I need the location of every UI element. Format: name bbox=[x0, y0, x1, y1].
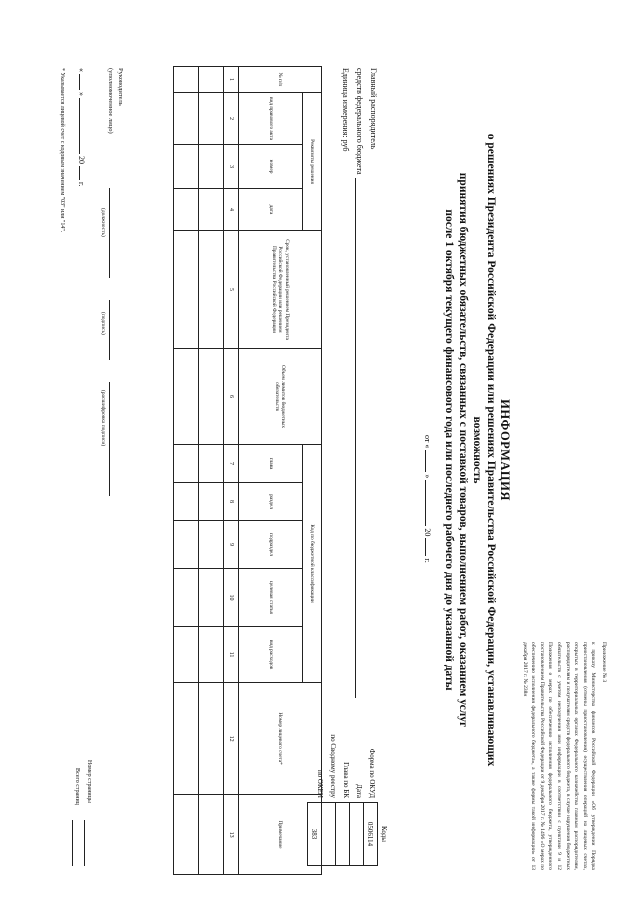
table-cell[interactable] bbox=[199, 93, 224, 145]
signature-date bbox=[77, 68, 88, 186]
table-cell[interactable] bbox=[174, 483, 199, 521]
col-number: 5 bbox=[224, 231, 239, 349]
col-number: 6 bbox=[224, 349, 239, 445]
table-cell[interactable] bbox=[174, 445, 199, 483]
table-cell[interactable] bbox=[174, 627, 199, 683]
name-caption: (расшифровка подписи) bbox=[100, 390, 106, 447]
header-razdel: раздел bbox=[239, 483, 303, 521]
position-caption: (должность) bbox=[100, 208, 106, 237]
header-act-date: дата bbox=[239, 189, 303, 231]
col-number: 4 bbox=[224, 189, 239, 231]
date-year-suffix: г. bbox=[423, 558, 432, 563]
code-bk[interactable] bbox=[336, 803, 350, 866]
table-row bbox=[199, 67, 224, 875]
col-number: 11 bbox=[224, 627, 239, 683]
date-day-field[interactable] bbox=[425, 450, 434, 472]
table-cell[interactable] bbox=[174, 569, 199, 627]
label-okei: по ОКЕИ bbox=[316, 769, 324, 798]
table-cell[interactable] bbox=[174, 189, 199, 231]
title-line-1: о решениях Президента Российской Федерации или решениях Правительства Российской Федерации, устанавливающих возможность bbox=[471, 133, 497, 767]
header-volume: Объем лимитов бюджетных обязательств bbox=[239, 349, 322, 445]
table-cell[interactable] bbox=[174, 349, 199, 445]
code-registry[interactable] bbox=[322, 803, 336, 866]
title-line-2: принятия бюджетных обязательств, связанных с поставкой товаров, выполнением работ, оказанием услуг bbox=[457, 172, 469, 728]
footnote: * Указывается лицевой счет с кодовым значением "03" или "14". bbox=[59, 68, 65, 233]
date-from-label: от « bbox=[423, 435, 432, 449]
header-num: № п/п bbox=[239, 67, 322, 93]
label-registry: по Сводному реестру bbox=[329, 734, 337, 798]
col-number: 12 bbox=[224, 683, 239, 795]
table-cell[interactable] bbox=[199, 67, 224, 93]
sig-date-quote-close: » bbox=[77, 92, 86, 96]
label-unit-of-measure: Единица измерения: руб bbox=[341, 68, 350, 152]
header-note: Примечание bbox=[239, 795, 322, 875]
table-row bbox=[174, 67, 199, 875]
table-cell[interactable] bbox=[174, 145, 199, 189]
sig-date-quote-open: « bbox=[77, 68, 86, 72]
header-act-kind: вид правового акта bbox=[239, 93, 303, 145]
sig-year-field[interactable] bbox=[79, 166, 88, 180]
signature-field[interactable] bbox=[109, 300, 110, 360]
date-quote: » bbox=[423, 474, 432, 479]
table-cell[interactable] bbox=[174, 67, 199, 93]
signature-head-note: (уполномоченное лицо) bbox=[107, 68, 114, 134]
label-date: Дата bbox=[355, 784, 363, 798]
col-number: 9 bbox=[224, 521, 239, 569]
table-cell[interactable] bbox=[174, 521, 199, 569]
label-main-distributor: Главный распорядитель bbox=[369, 68, 378, 150]
date-year-field[interactable] bbox=[425, 538, 434, 556]
header-reqs: Реквизиты решения bbox=[303, 93, 322, 231]
signature-head: Руководитель bbox=[117, 68, 124, 106]
header-account: Номер лицевого счета* bbox=[239, 683, 322, 795]
appendix-note bbox=[520, 642, 608, 870]
table-cell[interactable] bbox=[199, 483, 224, 521]
table-cell[interactable] bbox=[199, 189, 224, 231]
sig-month-field[interactable] bbox=[79, 98, 88, 154]
page-total-field[interactable] bbox=[72, 820, 73, 866]
sig-year-suffix: г. bbox=[77, 182, 86, 187]
sig-year-prefix: 20 bbox=[77, 156, 86, 164]
table-cell[interactable] bbox=[174, 231, 199, 349]
col-number: 3 bbox=[224, 145, 239, 189]
table-cell[interactable] bbox=[174, 683, 199, 795]
table-cell[interactable] bbox=[199, 145, 224, 189]
table-cell[interactable] bbox=[199, 349, 224, 445]
header-vid: вид расходов bbox=[239, 627, 303, 683]
sig-day-field[interactable] bbox=[79, 74, 88, 90]
header-cel: целевая статья bbox=[239, 569, 303, 627]
table-cell[interactable] bbox=[199, 231, 224, 349]
header-glava: глава bbox=[239, 445, 303, 483]
codes-header: Коды bbox=[380, 826, 389, 842]
col-number: 13 bbox=[224, 795, 239, 875]
col-number: 1 bbox=[224, 67, 239, 93]
label-okud: Форма по ОКУД bbox=[368, 748, 376, 798]
table-cell[interactable] bbox=[199, 569, 224, 627]
form-title bbox=[442, 130, 512, 770]
position-field[interactable] bbox=[109, 188, 110, 278]
distributor-name-field[interactable] bbox=[355, 178, 356, 698]
table-cell[interactable] bbox=[174, 795, 199, 875]
header-act-number: номер bbox=[239, 145, 303, 189]
title-line-3: после 1 октября текущего финансового года или последнего рабочего дня до указанной даты bbox=[443, 209, 455, 691]
code-date[interactable] bbox=[350, 803, 364, 866]
table-cell[interactable] bbox=[199, 627, 224, 683]
label-bk: Глава по БК bbox=[342, 762, 350, 798]
table-cell[interactable] bbox=[199, 683, 224, 795]
header-bk: Код по бюджетной классификации bbox=[303, 445, 322, 683]
col-number: 10 bbox=[224, 569, 239, 627]
code-okei[interactable]: 383 bbox=[308, 803, 322, 866]
date-month-field[interactable] bbox=[425, 480, 434, 526]
col-number: 8 bbox=[224, 483, 239, 521]
date-line bbox=[423, 435, 434, 563]
date-year-prefix: 20 bbox=[423, 528, 432, 537]
label-page-number: Номер страницы bbox=[86, 760, 92, 803]
header-deadline: Срок, установленный решением Президента Российской Федерации или решением Правительства Российской Федерации bbox=[239, 231, 322, 349]
col-number: 2 bbox=[224, 93, 239, 145]
table-cell[interactable] bbox=[199, 521, 224, 569]
table-cell[interactable] bbox=[174, 93, 199, 145]
header-podrazdel: подраздел bbox=[239, 521, 303, 569]
appendix-text: к приказу Министерства финансов Российской Федерации «Об утверждении Порядка приостановления (отмены приостановления) осуществления операций на лицевых счетах, открытых в территориальных органах Федерального казначейства главным распорядителям, распорядителям и получателям средств федерального бюджета, в случае нарушения бюджетных обязательств с учетом неполучения ими информации в соответствии с пунктами 9 и 12 Положения о мерах по обеспечению исполнения федерального бюджета, утвержденного постановлением Правительства Российской Федерации от 9 декабря 2017 г. № 1496 «О мерах по обеспечению исполнения федерального бюджета», а также формы такой информации» от 13 декабря 2017 г. № 238н bbox=[521, 642, 597, 870]
page-number-field[interactable] bbox=[84, 820, 85, 866]
code-okud[interactable]: 0506114 bbox=[364, 803, 378, 866]
label-federal-budget-funds: средств федерального бюджета bbox=[355, 68, 364, 175]
decisions-table bbox=[173, 66, 322, 875]
table-cell[interactable] bbox=[199, 445, 224, 483]
appendix-header: Приложение № 3 bbox=[601, 642, 607, 683]
label-page-total: Всего страниц bbox=[74, 768, 80, 805]
signature-caption: (подпись) bbox=[100, 312, 106, 335]
col-number: 7 bbox=[224, 445, 239, 483]
table-cell[interactable] bbox=[199, 795, 224, 875]
title-main: ИНФОРМАЦИЯ bbox=[498, 399, 512, 501]
name-field[interactable] bbox=[109, 382, 110, 496]
